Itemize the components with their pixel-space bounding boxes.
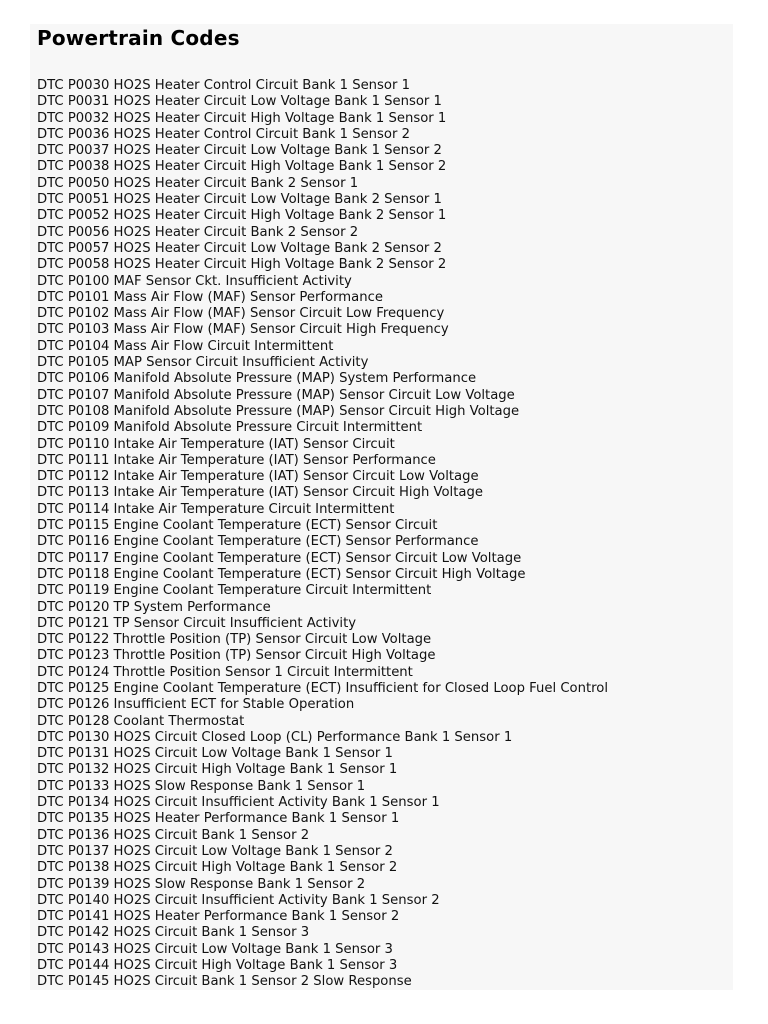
code-line: DTC P0030 HO2S Heater Control Circuit Bank 1 Sensor 1 [37,78,410,93]
code-line: DTC P0037 HO2S Heater Circuit Low Voltage Bank 1 Sensor 2 [37,143,442,159]
code-line: DTC P0116 Engine Coolant Temperature (ECT) Sensor Performance [37,534,479,550]
code-line: DTC P0117 Engine Coolant Temperature (ECT) Sensor Circuit Low Voltage [37,550,522,566]
code-line: DTC P0140 HO2S Circuit Insufficient Activity Bank 1 Sensor 2 [37,892,440,908]
code-line: DTC P0132 HO2S Circuit High Voltage Bank 1 Sensor 1 [37,762,398,778]
code-line: DTC P0052 HO2S Heater Circuit High Voltage Bank 2 Sensor 1 [37,208,447,224]
code-line: DTC P0134 HO2S Circuit Insufficient Activity Bank 1 Sensor 1 [37,795,440,811]
code-line: DTC P0036 HO2S Heater Control Circuit Bank 1 Sensor 2 [37,126,410,142]
code-line: DTC P0128 Coolant Thermostat [37,713,245,729]
code-line: DTC P0143 HO2S Circuit Low Voltage Bank 1 Sensor 3 [37,941,393,957]
code-line: DTC P0102 Mass Air Flow (MAF) Sensor Circuit Low Frequency [37,306,445,322]
code-line: DTC P0125 Engine Coolant Temperature (ECT) Insufficient for Closed Loop Fuel Control [37,680,609,696]
code-line: DTC P0139 HO2S Slow Response Bank 1 Sensor 2 [37,876,366,892]
code-line: DTC P0135 HO2S Heater Performance Bank 1 Sensor 1 [37,811,400,827]
code-line: DTC P0144 HO2S Circuit High Voltage Bank 1 Sensor 3 [37,958,398,974]
code-line: DTC P0051 HO2S Heater Circuit Low Voltage Bank 2 Sensor 1 [37,192,442,208]
code-line: DTC P0104 Mass Air Flow Circuit Intermittent [37,338,334,354]
code-list [37,78,608,990]
code-line: DTC P0113 Intake Air Temperature (IAT) Sensor Circuit High Voltage [37,485,483,501]
code-line: DTC P0141 HO2S Heater Performance Bank 1 Sensor 2 [37,909,400,925]
code-line: DTC P0100 MAF Sensor Ckt. Insufficient Activity [37,273,352,289]
code-line: DTC P0130 HO2S Circuit Closed Loop (CL) Performance Bank 1 Sensor 1 [37,729,513,745]
code-line: DTC P0038 HO2S Heater Circuit High Voltage Bank 1 Sensor 2 [37,159,447,175]
code-line: DTC P0105 MAP Sensor Circuit Insufficient Activity [37,355,369,371]
code-line: DTC P0138 HO2S Circuit High Voltage Bank 1 Sensor 2 [37,860,398,876]
code-line: DTC P0131 HO2S Circuit Low Voltage Bank 1 Sensor 1 [37,746,393,762]
code-line: DTC P0103 Mass Air Flow (MAF) Sensor Circuit High Frequency [37,322,449,338]
code-line: DTC P0112 Intake Air Temperature (IAT) Sensor Circuit Low Voltage [37,469,479,485]
code-line: DTC P0057 HO2S Heater Circuit Low Voltage Bank 2 Sensor 2 [37,240,442,256]
code-line: DTC P0058 HO2S Heater Circuit High Voltage Bank 2 Sensor 2 [37,257,447,273]
code-line: DTC P0107 Manifold Absolute Pressure (MAP) Sensor Circuit Low Voltage [37,387,515,403]
code-line: DTC P0145 HO2S Circuit Bank 1 Sensor 2 Slow Response [37,974,412,990]
code-line: DTC P0111 Intake Air Temperature (IAT) Sensor Performance [37,452,436,468]
code-line: DTC P0050 HO2S Heater Circuit Bank 2 Sensor 1 [37,175,359,191]
code-line: DTC P0123 Throttle Position (TP) Sensor Circuit High Voltage [37,648,436,664]
code-line: DTC P0115 Engine Coolant Temperature (ECT) Sensor Circuit [37,518,438,534]
code-line: DTC P0133 HO2S Slow Response Bank 1 Sensor 1 [37,778,366,794]
code-line: DTC P0101 Mass Air Flow (MAF) Sensor Performance [37,289,383,305]
code-line: DTC P0032 HO2S Heater Circuit High Voltage Bank 1 Sensor 1 [37,110,447,126]
code-line: DTC P0118 Engine Coolant Temperature (ECT) Sensor Circuit High Voltage [37,566,526,582]
code-line: DTC P0126 Insufficient ECT for Stable Operation [37,697,355,713]
code-line: DTC P0122 Throttle Position (TP) Sensor Circuit Low Voltage [37,632,432,648]
code-line: DTC P0106 Manifold Absolute Pressure (MAP) System Performance [37,371,477,387]
code-line: DTC P0108 Manifold Absolute Pressure (MAP) Sensor Circuit High Voltage [37,403,520,419]
code-line: DTC P0142 HO2S Circuit Bank 1 Sensor 3 [37,925,310,941]
code-line: DTC P0056 HO2S Heater Circuit Bank 2 Sensor 2 [37,224,359,240]
code-line: DTC P0109 Manifold Absolute Pressure Circuit Intermittent [37,420,423,436]
code-line: DTC P0031 HO2S Heater Circuit Low Voltage Bank 1 Sensor 1 [37,94,442,110]
code-line: DTC P0119 Engine Coolant Temperature Circuit Intermittent [37,583,432,599]
code-line: DTC P0124 Throttle Position Sensor 1 Circuit Intermittent [37,664,413,680]
code-line: DTC P0136 HO2S Circuit Bank 1 Sensor 2 [37,827,310,843]
code-line: DTC P0120 TP System Performance [37,599,271,615]
document-panel [30,24,733,990]
page-title: Powertrain Codes [37,26,240,50]
code-line: DTC P0121 TP Sensor Circuit Insufficient Activity [37,615,357,631]
code-line: DTC P0110 Intake Air Temperature (IAT) Sensor Circuit [37,436,395,452]
code-line: DTC P0114 Intake Air Temperature Circuit Intermittent [37,501,395,517]
code-line: DTC P0137 HO2S Circuit Low Voltage Bank 1 Sensor 2 [37,843,393,859]
